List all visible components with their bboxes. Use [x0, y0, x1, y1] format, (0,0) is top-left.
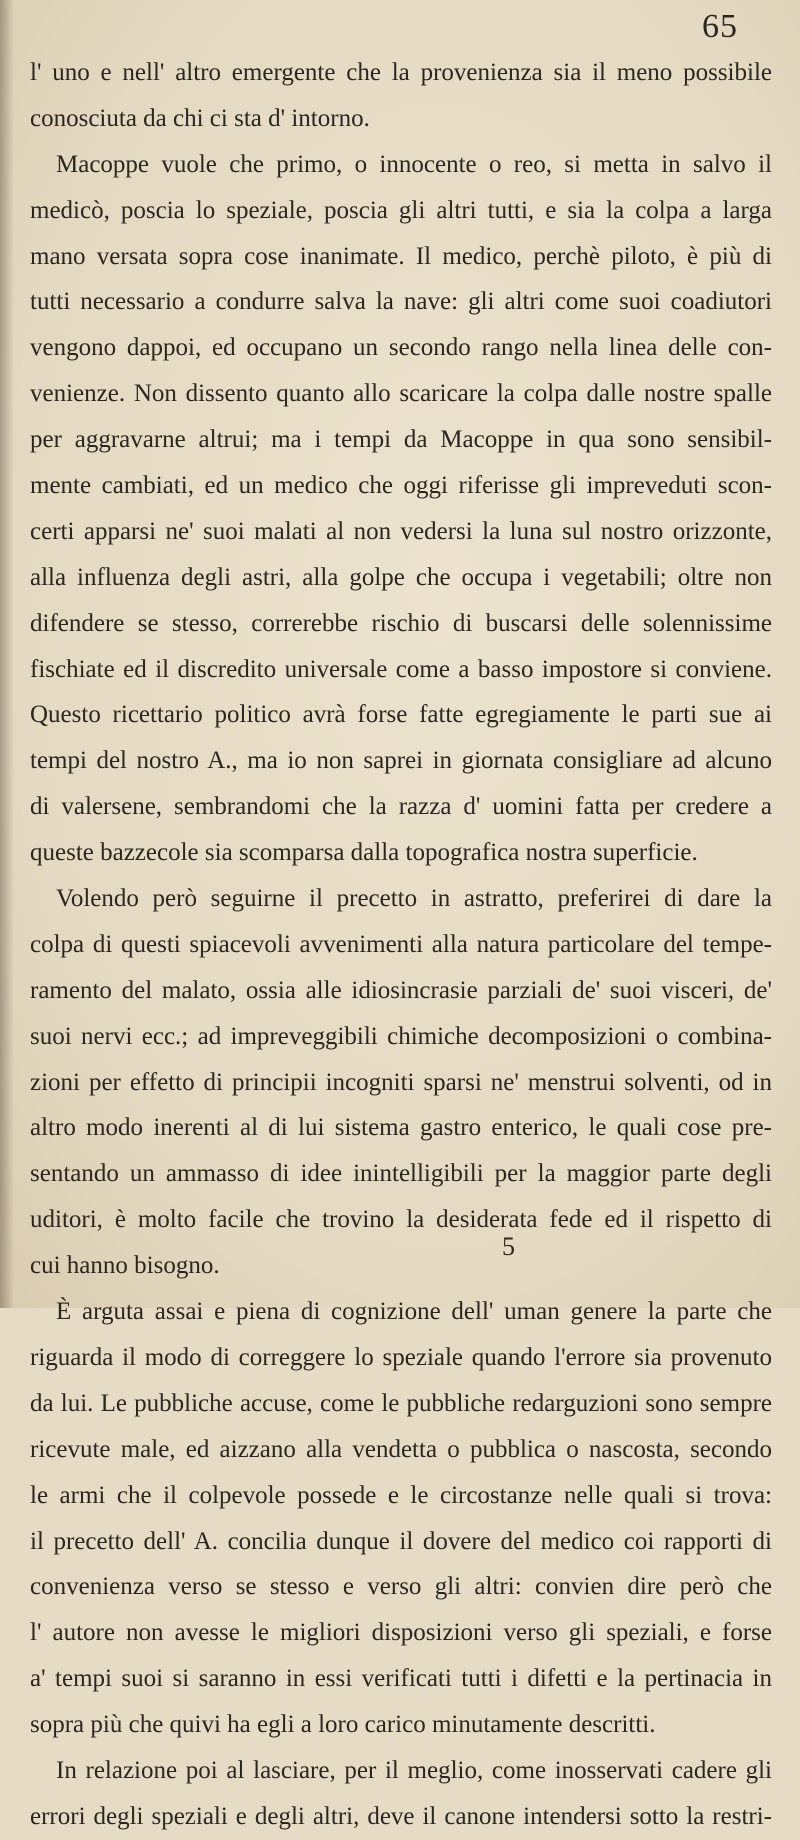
text-line: le armi che il colpevole possede e le circostanze nelle quali si trova: — [30, 1481, 772, 1509]
text-line: Questo ricettario politico avrà forse fatte egregiamente le parti sue ai — [30, 701, 772, 729]
text-line: mano versata sopra cose inanimate. Il medico, perchè piloto, è più di — [30, 242, 772, 270]
text-line: da lui. Le pubbliche accuse, come le pubbliche redarguzioni sono sempre — [30, 1389, 772, 1417]
text-line: tutti necessario a condurre salva la nave: gli altri come suoi coadiutori — [30, 288, 772, 316]
text-line: queste bazzecole sia scomparsa dalla topografica nostra superficie. — [30, 839, 698, 867]
text-line: sentando un ammasso di idee inintelligibili per la maggior parte degli — [30, 1160, 772, 1188]
text-line: ramento del malato, ossia alle idiosincrasie parziali de' suoi visceri, de' — [30, 976, 772, 1004]
page-number: 65 — [702, 8, 738, 45]
text-line: il precetto dell' A. concilia dunque il dovere del medico coi rapporti di — [30, 1527, 772, 1555]
text-line: l' uno e nell' altro emergente che la provenienza sia il meno possibile — [30, 59, 772, 86]
text-line: errori degli speziali e degli altri, deve il canone intendersi sotto la restri- — [30, 1802, 772, 1830]
text-line: l' autore non avesse le migliori disposizioni verso gli speziali, e forse — [30, 1619, 772, 1647]
text-line: convenienza verso se stesso e verso gli altri: convien dire però che — [30, 1573, 772, 1601]
paragraph-start-line: Macoppe vuole che primo, o innocente o reo, si metta in salvo il — [56, 150, 772, 178]
text-line: cui hanno bisogno. — [30, 1252, 220, 1280]
text-line: mente cambiati, ed un medico che oggi riferisse gli impreveduti scon- — [30, 472, 772, 500]
paragraph-start-line: In relazione poi al lasciare, per il meglio, come inosservati cadere gli — [56, 1756, 772, 1784]
text-line: colpa di questi spiacevoli avvenimenti alla natura particolare del tempe- — [30, 930, 772, 958]
text-line: suoi nervi ecc.; ad impreveggibili chimiche decomposizioni o combina- — [30, 1022, 772, 1050]
paragraph-start-line: È arguta assai e piena di cognizione dell' uman genere la parte che — [56, 1298, 772, 1326]
text-line: vengono dappoi, ed occupano un secondo rango nella linea delle con- — [30, 334, 772, 362]
signature-mark: 5 — [502, 1232, 515, 1261]
text-line: conosciuta da chi ci sta d' intorno. — [30, 104, 370, 132]
text-line: zioni per effetto di principii incogniti sparsi ne' menstrui solventi, od in — [30, 1068, 772, 1096]
text-line: ricevute male, ed aizzano alla vendetta o pubblica o nascosta, secondo — [30, 1435, 772, 1463]
text-line: certi apparsi ne' suoi malati al non vedersi la luna sul nostro orizzonte, — [30, 517, 772, 545]
text-line: tempi del nostro A., ma io non saprei in giornata consigliare ad alcuno — [30, 747, 772, 775]
text-line: alla influenza degli astri, alla golpe che occupa i vegetabili; oltre non — [30, 563, 772, 591]
paragraph-start-line: Volendo però seguirne il precetto in astratto, preferirei di dare la — [56, 885, 772, 913]
text-line: di valersene, sembrandomi che la razza d' uomini fatta per credere a — [30, 793, 772, 821]
text-line: sopra più che quivi ha egli a loro carico minutamente descritti. — [30, 1711, 656, 1739]
text-line: uditori, è molto facile che trovino la desiderata fede ed il rispetto di — [30, 1206, 772, 1234]
body-text — [30, 50, 772, 1840]
text-line: altro modo inerenti al di lui sistema gastro enterico, le quali cose pre- — [30, 1114, 772, 1142]
page-edge-shadow — [0, 0, 14, 1308]
text-line: difendere se stesso, correrebbe rischio di buscarsi delle solennissime — [30, 609, 772, 637]
text-line: fischiate ed il discredito universale come a basso impostore si conviene. — [30, 655, 772, 683]
text-line: venienze. Non dissento quanto allo scaricare la colpa dalle nostre spalle — [30, 380, 772, 408]
text-line: medicò, poscia lo speziale, poscia gli altri tutti, e sia la colpa a larga — [30, 196, 772, 224]
text-line: a' tempi suoi si saranno in essi verificati tutti i difetti e la pertinacia in — [30, 1665, 772, 1693]
text-line: per aggravarne altrui; ma i tempi da Macoppe in qua sono sensibil- — [30, 426, 772, 454]
text-line: riguarda il modo di correggere lo speziale quando l'errore sia provenuto — [30, 1343, 772, 1371]
